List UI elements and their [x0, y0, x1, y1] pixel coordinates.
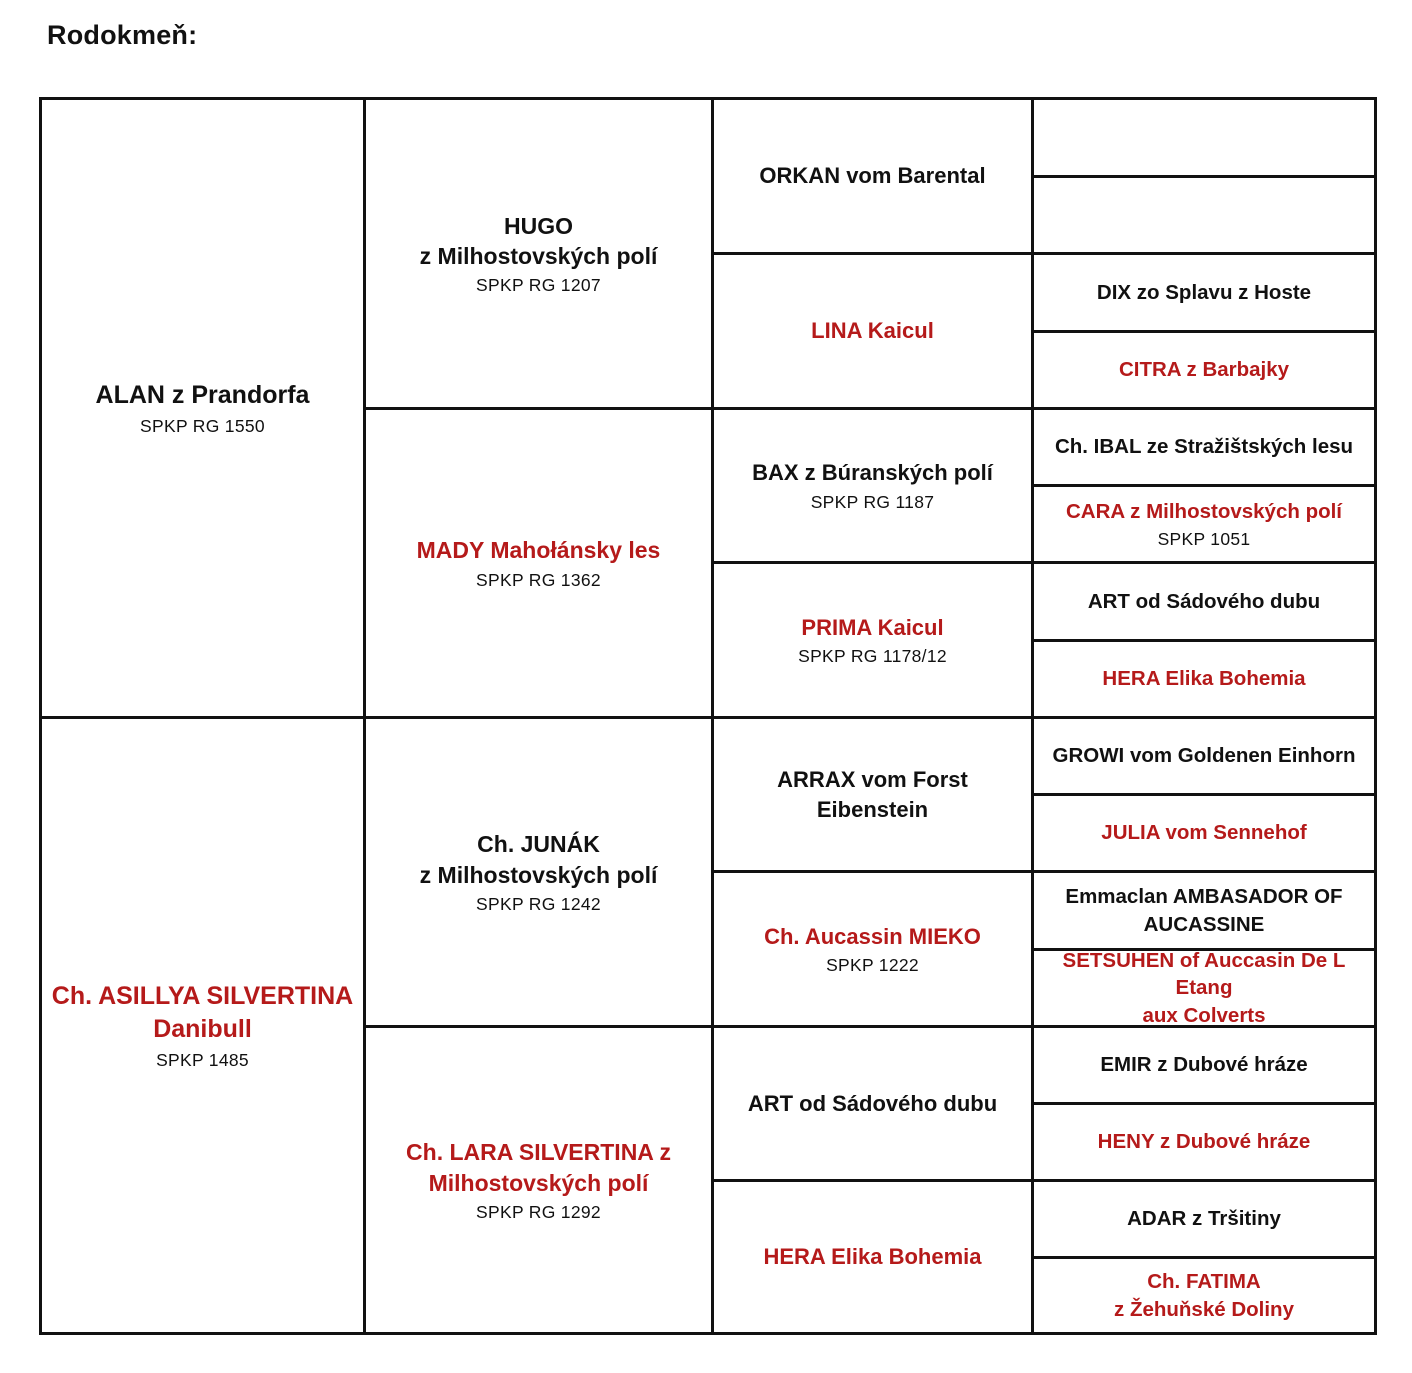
g4-cell-4: [1034, 333, 1374, 407]
sire-sire-name: HUGO z Milhostovských polí: [419, 212, 658, 269]
g4-name-5: Ch. IBAL ze Stražištských lesu: [1054, 435, 1354, 459]
g4-name-14: HENY z Dubové hráze: [1097, 1130, 1311, 1154]
g4-name-6: CARA z Milhostovských polí: [1065, 499, 1343, 523]
sire-dam-reg: SPKP RG 1362: [476, 569, 601, 590]
g3-cell-1: [714, 100, 1031, 252]
g4-cell-2: [1034, 178, 1374, 252]
g3-name-3: BAX z Búranských polí: [752, 460, 993, 486]
g4-name-8: HERA Elika Bohemia: [1102, 667, 1306, 691]
dam-cell: [42, 719, 363, 1332]
g3-name-7: ART od Sádového dubu: [747, 1090, 998, 1116]
g4-name-3: DIX zo Splavu z Hoste: [1096, 280, 1312, 304]
g4-cell-15: [1034, 1182, 1374, 1256]
dam-sire-name: Ch. JUNÁK z Milhostovských polí: [419, 831, 658, 888]
g4-reg-6: SPKP 1051: [1157, 529, 1251, 550]
page-title: Rodokmeň:: [47, 20, 198, 50]
g4-cell-3: [1034, 255, 1374, 330]
g4-name-12: SETSUHEN of Auccasin De L Etang aux Colverts: [1062, 949, 1346, 1027]
g4-name-15: ADAR z Tršitiny: [1127, 1207, 1281, 1231]
g4-cell-11: [1034, 873, 1374, 948]
g4-name-10: JULIA vom Sennehof: [1101, 821, 1307, 845]
g3-reg-4: SPKP RG 1178/12: [798, 646, 947, 667]
g3-reg-3: SPKP RG 1187: [810, 491, 935, 512]
dam-sire-cell: [366, 719, 711, 1025]
sire-cell: [42, 100, 363, 716]
g4-name-16: Ch. FATIMA z Žehuňské Doliny: [1114, 1270, 1294, 1321]
sire-name: ALAN z Prandorfa: [95, 381, 310, 409]
sire-dam-name: MADY Mahołánsky les: [416, 537, 661, 564]
sire-sire-reg: SPKP RG 1207: [476, 275, 601, 296]
g4-cell-5: [1034, 410, 1374, 484]
g4-cell-12: [1034, 951, 1374, 1025]
g3-name-5: ARRAX vom Forst Eibenstein: [777, 767, 968, 822]
g3-cell-8: [714, 1182, 1031, 1332]
dam-reg: SPKP 1485: [156, 1050, 249, 1070]
g3-cell-6: [714, 873, 1031, 1025]
dam-dam-name: Ch. LARA SILVERTINA z Milhostovských polí: [406, 1139, 671, 1196]
g4-cell-1: [1034, 100, 1374, 175]
sire-sire-cell: [366, 100, 711, 407]
g3-cell-4: [714, 564, 1031, 716]
g3-cell-2: [714, 255, 1031, 407]
g3-name-1: ORKAN vom Barental: [759, 163, 986, 189]
g4-name-7: ART od Sádového dubu: [1087, 589, 1321, 613]
g3-name-4: PRIMA Kaicul: [801, 614, 944, 640]
g3-name-2: LINA Kaicul: [811, 318, 934, 344]
g4-cell-10: [1034, 796, 1374, 870]
g3-name-8: HERA Elika Bohemia: [763, 1244, 982, 1270]
dam-dam-reg: SPKP RG 1292: [476, 1201, 601, 1222]
g3-name-6: Ch. Aucassin MIEKO: [764, 923, 981, 949]
g4-cell-7: [1034, 564, 1374, 639]
g4-cell-9: [1034, 719, 1374, 793]
g3-cell-5: [714, 719, 1031, 870]
g4-cell-8: [1034, 642, 1374, 716]
g4-name-9: GROWI vom Goldenen Einhorn: [1052, 744, 1356, 768]
g4-name-4: CITRA z Barbajky: [1118, 358, 1290, 382]
pedigree-table: [39, 97, 1377, 1335]
dam-sire-reg: SPKP RG 1242: [476, 893, 601, 914]
dam-dam-cell: [366, 1028, 711, 1332]
g4-cell-14: [1034, 1105, 1374, 1179]
dam-name: Ch. ASILLYA SILVERTINA Danibull: [51, 982, 354, 1043]
g4-cell-16: [1034, 1259, 1374, 1332]
g4-name-13: EMIR z Dubové hráze: [1100, 1053, 1308, 1077]
g4-name-11: Emmaclan AMBASADOR OF AUCASSINE: [1065, 885, 1343, 936]
g3-cell-3: [714, 410, 1031, 561]
sire-dam-cell: [366, 410, 711, 716]
sire-reg: SPKP RG 1550: [140, 416, 265, 436]
g3-cell-7: [714, 1028, 1031, 1179]
g4-cell-6: [1034, 487, 1374, 561]
g3-reg-6: SPKP 1222: [826, 955, 919, 976]
g4-cell-13: [1034, 1028, 1374, 1102]
